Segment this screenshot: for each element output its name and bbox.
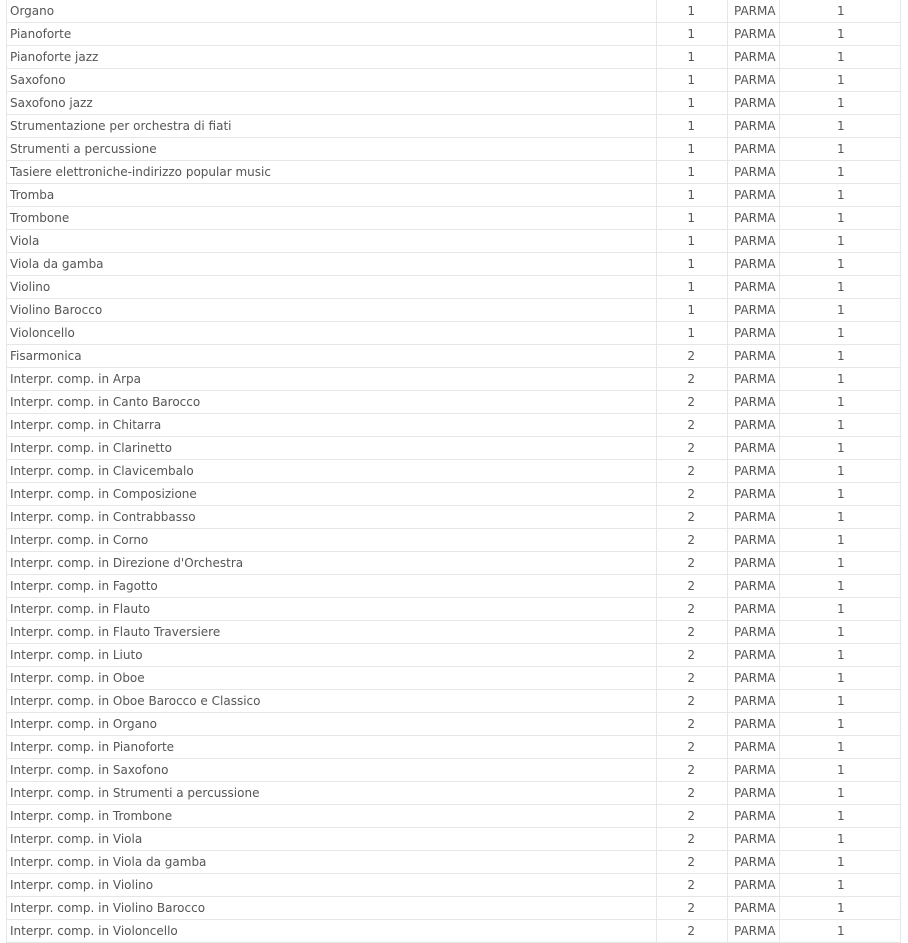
course-name-cell: Organo — [7, 0, 657, 22]
city-cell: PARMA — [728, 46, 780, 68]
count-cell: 1 — [837, 280, 845, 294]
course-name-cell: Interpr. comp. in Flauto — [7, 598, 657, 620]
count-cell: 1 — [837, 188, 845, 202]
year-cell: 2 — [657, 690, 728, 712]
course-name-cell: Interpr. comp. in Pianoforte — [7, 736, 657, 758]
course-name-cell: Interpr. comp. in Viola — [7, 828, 657, 850]
city-cell: PARMA — [728, 23, 780, 45]
table-row — [7, 805, 900, 828]
table-row — [7, 414, 900, 437]
table-row — [7, 713, 900, 736]
course-name-cell: Interpr. comp. in Contrabbasso — [7, 506, 657, 528]
city-cell: PARMA — [728, 736, 780, 758]
course-name-cell: Pianoforte jazz — [7, 46, 657, 68]
city-cell: PARMA — [728, 575, 780, 597]
table-row — [7, 897, 900, 920]
city-cell: PARMA — [728, 782, 780, 804]
year-cell: 2 — [657, 391, 728, 413]
city-cell: PARMA — [728, 391, 780, 413]
city-cell: PARMA — [728, 828, 780, 850]
count-cell: 1 — [837, 763, 845, 777]
city-cell: PARMA — [728, 322, 780, 344]
course-name-cell: Interpr. comp. in Fagotto — [7, 575, 657, 597]
count-cell: 1 — [837, 786, 845, 800]
course-name-cell: Interpr. comp. in Oboe Barocco e Classico — [7, 690, 657, 712]
course-name-cell: Interpr. comp. in Chitarra — [7, 414, 657, 436]
table-row — [7, 529, 900, 552]
table-row — [7, 184, 900, 207]
course-name-cell: Interpr. comp. in Trombone — [7, 805, 657, 827]
year-cell: 2 — [657, 667, 728, 689]
course-name-cell: Tromba — [7, 184, 657, 206]
course-name-cell: Interpr. comp. in Violoncello — [7, 920, 657, 942]
year-cell: 2 — [657, 828, 728, 850]
year-cell: 2 — [657, 460, 728, 482]
course-name-cell: Interpr. comp. in Corno — [7, 529, 657, 551]
count-cell: 1 — [837, 579, 845, 593]
city-cell: PARMA — [728, 138, 780, 160]
count-cell: 1 — [837, 878, 845, 892]
city-cell: PARMA — [728, 69, 780, 91]
table-row — [7, 207, 900, 230]
table-row — [7, 552, 900, 575]
city-cell: PARMA — [728, 299, 780, 321]
year-cell: 1 — [657, 253, 728, 275]
city-cell: PARMA — [728, 345, 780, 367]
course-name-cell: Interpr. comp. in Viola da gamba — [7, 851, 657, 873]
year-cell: 1 — [657, 322, 728, 344]
count-cell: 1 — [837, 694, 845, 708]
count-cell: 1 — [837, 809, 845, 823]
year-cell: 2 — [657, 598, 728, 620]
city-cell: PARMA — [728, 529, 780, 551]
year-cell: 2 — [657, 782, 728, 804]
table-row — [7, 322, 900, 345]
count-cell: 1 — [837, 96, 845, 110]
count-cell: 1 — [837, 717, 845, 731]
table-row — [7, 874, 900, 897]
course-name-cell: Strumenti a percussione — [7, 138, 657, 160]
year-cell: 2 — [657, 736, 728, 758]
table-row — [7, 851, 900, 874]
city-cell: PARMA — [728, 805, 780, 827]
year-cell: 2 — [657, 644, 728, 666]
course-name-cell: Interpr. comp. in Oboe — [7, 667, 657, 689]
table-row — [7, 69, 900, 92]
course-name-cell: Viola — [7, 230, 657, 252]
course-name-cell: Interpr. comp. in Violino Barocco — [7, 897, 657, 919]
table-row — [7, 161, 900, 184]
table-row — [7, 667, 900, 690]
city-cell: PARMA — [728, 115, 780, 137]
year-cell: 1 — [657, 161, 728, 183]
count-cell: 1 — [837, 395, 845, 409]
course-name-cell: Interpr. comp. in Direzione d'Orchestra — [7, 552, 657, 574]
city-cell: PARMA — [728, 92, 780, 114]
count-cell: 1 — [837, 303, 845, 317]
table-row — [7, 621, 900, 644]
year-cell: 1 — [657, 184, 728, 206]
city-cell: PARMA — [728, 621, 780, 643]
table-row — [7, 437, 900, 460]
year-cell: 2 — [657, 529, 728, 551]
city-cell: PARMA — [728, 230, 780, 252]
count-cell: 1 — [837, 50, 845, 64]
table-row — [7, 253, 900, 276]
course-table — [6, 0, 901, 943]
year-cell: 1 — [657, 230, 728, 252]
course-name-cell: Interpr. comp. in Liuto — [7, 644, 657, 666]
course-name-cell: Interpr. comp. in Arpa — [7, 368, 657, 390]
table-row — [7, 368, 900, 391]
table-row — [7, 46, 900, 69]
count-cell: 1 — [837, 740, 845, 754]
year-cell: 2 — [657, 575, 728, 597]
count-cell: 1 — [837, 142, 845, 156]
count-cell: 1 — [837, 533, 845, 547]
course-name-cell: Pianoforte — [7, 23, 657, 45]
year-cell: 2 — [657, 920, 728, 942]
course-name-cell: Interpr. comp. in Canto Barocco — [7, 391, 657, 413]
course-name-cell: Saxofono — [7, 69, 657, 91]
city-cell: PARMA — [728, 713, 780, 735]
year-cell: 2 — [657, 437, 728, 459]
table-row — [7, 690, 900, 713]
year-cell: 2 — [657, 552, 728, 574]
table-row — [7, 759, 900, 782]
city-cell: PARMA — [728, 897, 780, 919]
city-cell: PARMA — [728, 207, 780, 229]
table-row — [7, 230, 900, 253]
count-cell: 1 — [837, 602, 845, 616]
count-cell: 1 — [837, 4, 845, 18]
count-cell: 1 — [837, 372, 845, 386]
count-cell: 1 — [837, 73, 845, 87]
year-cell: 2 — [657, 345, 728, 367]
table-row — [7, 92, 900, 115]
course-name-cell: Interpr. comp. in Violino — [7, 874, 657, 896]
course-name-cell: Viola da gamba — [7, 253, 657, 275]
year-cell: 1 — [657, 115, 728, 137]
city-cell: PARMA — [728, 874, 780, 896]
year-cell: 2 — [657, 874, 728, 896]
course-name-cell: Interpr. comp. in Composizione — [7, 483, 657, 505]
count-cell: 1 — [837, 855, 845, 869]
city-cell: PARMA — [728, 414, 780, 436]
city-cell: PARMA — [728, 276, 780, 298]
count-cell: 1 — [837, 648, 845, 662]
city-cell: PARMA — [728, 759, 780, 781]
year-cell: 1 — [657, 299, 728, 321]
table-row — [7, 506, 900, 529]
count-cell: 1 — [837, 625, 845, 639]
course-name-cell: Strumentazione per orchestra di fiati — [7, 115, 657, 137]
count-cell: 1 — [837, 901, 845, 915]
count-cell: 1 — [837, 211, 845, 225]
year-cell: 1 — [657, 46, 728, 68]
table-row — [7, 736, 900, 759]
year-cell: 2 — [657, 759, 728, 781]
course-name-cell: Interpr. comp. in Organo — [7, 713, 657, 735]
table-row — [7, 0, 900, 23]
year-cell: 2 — [657, 483, 728, 505]
table-row — [7, 782, 900, 805]
count-cell: 1 — [837, 326, 845, 340]
city-cell: PARMA — [728, 0, 780, 22]
city-cell: PARMA — [728, 644, 780, 666]
course-name-cell: Violino Barocco — [7, 299, 657, 321]
city-cell: PARMA — [728, 161, 780, 183]
course-name-cell: Trombone — [7, 207, 657, 229]
year-cell: 2 — [657, 621, 728, 643]
count-cell: 1 — [837, 165, 845, 179]
city-cell: PARMA — [728, 552, 780, 574]
city-cell: PARMA — [728, 690, 780, 712]
course-name-cell: Interpr. comp. in Flauto Traversiere — [7, 621, 657, 643]
count-cell: 1 — [837, 257, 845, 271]
city-cell: PARMA — [728, 184, 780, 206]
city-cell: PARMA — [728, 667, 780, 689]
year-cell: 2 — [657, 368, 728, 390]
table-row — [7, 345, 900, 368]
count-cell: 1 — [837, 464, 845, 478]
city-cell: PARMA — [728, 920, 780, 942]
count-cell: 1 — [837, 924, 845, 938]
table-row — [7, 483, 900, 506]
year-cell: 2 — [657, 713, 728, 735]
city-cell: PARMA — [728, 460, 780, 482]
year-cell: 1 — [657, 207, 728, 229]
course-name-cell: Violoncello — [7, 322, 657, 344]
year-cell: 1 — [657, 92, 728, 114]
year-cell: 1 — [657, 0, 728, 22]
year-cell: 2 — [657, 897, 728, 919]
count-cell: 1 — [837, 832, 845, 846]
table-row — [7, 391, 900, 414]
year-cell: 2 — [657, 506, 728, 528]
course-name-cell: Interpr. comp. in Strumenti a percussione — [7, 782, 657, 804]
city-cell: PARMA — [728, 598, 780, 620]
count-cell: 1 — [837, 27, 845, 41]
city-cell: PARMA — [728, 851, 780, 873]
count-cell: 1 — [837, 487, 845, 501]
count-cell: 1 — [837, 556, 845, 570]
table-row — [7, 299, 900, 322]
table-row — [7, 115, 900, 138]
table-row — [7, 575, 900, 598]
course-name-cell: Interpr. comp. in Clarinetto — [7, 437, 657, 459]
table-row — [7, 138, 900, 161]
course-name-cell: Tasiere elettroniche-indirizzo popular music — [7, 161, 657, 183]
count-cell: 1 — [837, 349, 845, 363]
table-row — [7, 276, 900, 299]
table-row — [7, 828, 900, 851]
course-name-cell: Saxofono jazz — [7, 92, 657, 114]
count-cell: 1 — [837, 671, 845, 685]
year-cell: 1 — [657, 23, 728, 45]
year-cell: 1 — [657, 138, 728, 160]
city-cell: PARMA — [728, 506, 780, 528]
course-name-cell: Violino — [7, 276, 657, 298]
count-cell: 1 — [837, 418, 845, 432]
city-cell: PARMA — [728, 483, 780, 505]
year-cell: 1 — [657, 69, 728, 91]
year-cell: 2 — [657, 851, 728, 873]
count-cell: 1 — [837, 234, 845, 248]
course-name-cell: Fisarmonica — [7, 345, 657, 367]
city-cell: PARMA — [728, 437, 780, 459]
table-row — [7, 460, 900, 483]
city-cell: PARMA — [728, 253, 780, 275]
table-row — [7, 644, 900, 667]
year-cell: 2 — [657, 805, 728, 827]
table-row — [7, 23, 900, 46]
course-name-cell: Interpr. comp. in Clavicembalo — [7, 460, 657, 482]
count-cell: 1 — [837, 510, 845, 524]
table-row — [7, 598, 900, 621]
year-cell: 2 — [657, 414, 728, 436]
count-cell: 1 — [837, 119, 845, 133]
city-cell: PARMA — [728, 368, 780, 390]
course-name-cell: Interpr. comp. in Saxofono — [7, 759, 657, 781]
year-cell: 1 — [657, 276, 728, 298]
count-cell: 1 — [837, 441, 845, 455]
